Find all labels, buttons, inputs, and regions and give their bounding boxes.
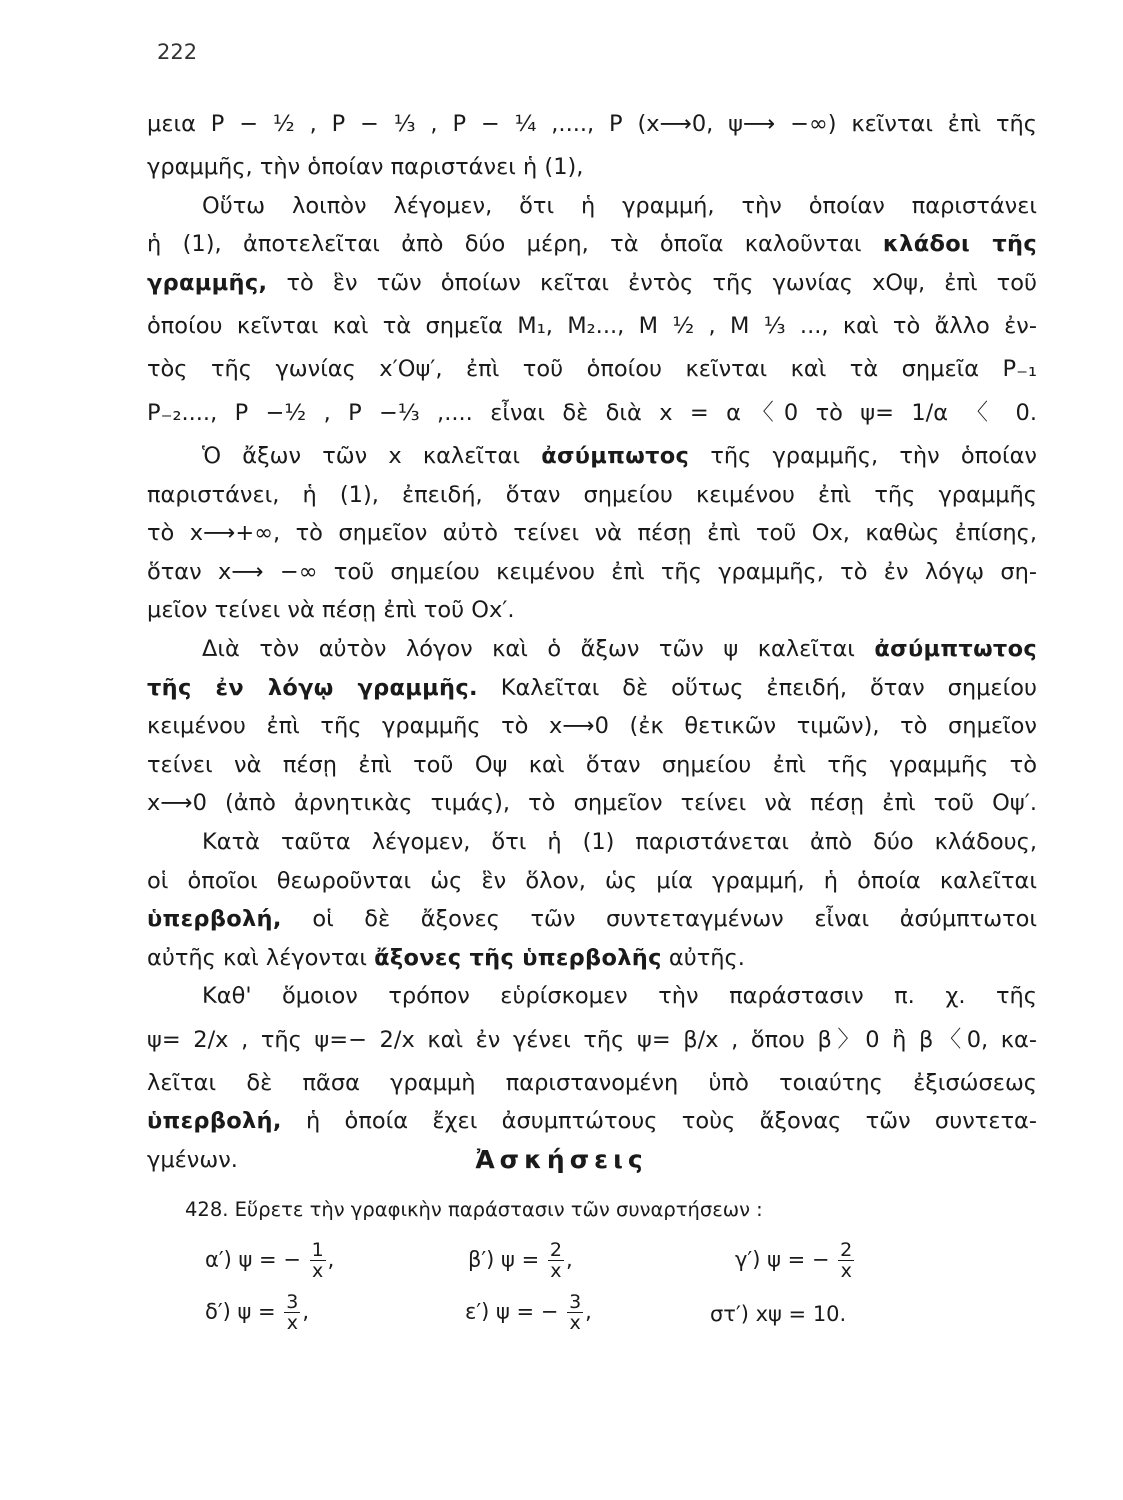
text-line: κειμένου ἐπὶ τῆς γραμμῆς τὸ x⟶0 (ἐκ θετικῶν τιμῶν), τὸ σημεῖον bbox=[147, 713, 1037, 740]
page-number: 222 bbox=[157, 40, 198, 64]
text-line: μεῖον τείνει νὰ πέσῃ ἐπὶ τοῦ Οx′. bbox=[147, 597, 515, 624]
text-line: ὑπερβολή, ἡ ὁποία ἔχει ἀσυμπτώτους τοὺς ἄξονας τῶν συντετα- bbox=[147, 1108, 1037, 1135]
fraction: $\frac{1}{x}$ bbox=[311, 1239, 324, 1282]
exercise-intro: 428. Εὕρετε τὴν γραφικὴν παράστασιν τῶν συναρτήσεων : bbox=[185, 1198, 763, 1221]
exercise-item: ε′) ψ = − $\frac{3}{x}$ , bbox=[465, 1291, 592, 1334]
fraction: $\frac{3}{x}$ bbox=[569, 1291, 582, 1334]
text-line: ὑπερβολή, οἱ δὲ ἄξονες τῶν συντεταγμένων εἶναι ἀσύμπτωτοι bbox=[147, 906, 1037, 933]
text-line: Διὰ τὸν αὐτὸν λόγον καὶ ὁ ἄξων τῶν ψ καλεῖται ἀσύμπτωτος bbox=[202, 635, 1037, 662]
text-line: ψ= 2/x , τῆς ψ=− 2/x καὶ ἐν γένει τῆς ψ= β/x , ὅπου β〉0 ἢ β〈0, κα- bbox=[147, 1026, 1037, 1053]
text-line: x⟶0 (ἀπὸ ἀρνητικὰς τιμάς), τὸ σημεῖον τείνει νὰ πέσῃ ἐπὶ τοῦ Οψ′. bbox=[147, 790, 1037, 817]
text-line: παριστάνει, ἡ (1), ἐπειδή, ὅταν σημείου κειμένου ἐπὶ τῆς γραμμῆς bbox=[147, 481, 1037, 508]
text-line: αὐτῆς καὶ λέγονται ἄξονες τῆς ὑπερβολῆς αὐτῆς. bbox=[147, 944, 745, 971]
exercises-heading: Ἀσκήσεις bbox=[475, 1145, 648, 1174]
term-bold: ὑπερβολή, bbox=[147, 906, 282, 933]
term-bold: τῆς ἐν λόγῳ γραμμῆς. bbox=[147, 674, 478, 701]
fraction: $\frac{2}{x}$ bbox=[549, 1239, 562, 1282]
text-line: Κατὰ ταῦτα λέγομεν, ὅτι ἡ (1) παριστάνεται ἀπὸ δύο κλάδους, bbox=[202, 828, 1037, 855]
term-bold: ἄξονες τῆς ὑπερβολῆς bbox=[374, 944, 662, 971]
text-line: γραμμῆς, τὴν ὁποίαν παριστάνει ἡ (1), bbox=[147, 154, 584, 180]
text-line: Ὁ ἄξων τῶν x καλεῖται ἀσύμπωτος τῆς γραμμῆς, τὴν ὁποίαν bbox=[202, 442, 1037, 469]
exercise-item: β′) ψ = $\frac{2}{x}$ , bbox=[468, 1239, 573, 1282]
text-line: γραμμῆς, τὸ ἓν τῶν ὁποίων κεῖται ἐντὸς τῆς γωνίας xΟψ, ἐπὶ τοῦ bbox=[147, 269, 1037, 296]
text-line: τείνει νὰ πέσῃ ἐπὶ τοῦ Οψ καὶ ὅταν σημείου ἐπὶ τῆς γραμμῆς τὸ bbox=[147, 751, 1037, 778]
term-bold: γραμμῆς, bbox=[147, 269, 268, 296]
exercise-item: γ′) ψ = − $\frac{2}{x}$ bbox=[735, 1239, 853, 1282]
body-text bbox=[147, 100, 1037, 1180]
text-line: τὸ x⟶+∞, τὸ σημεῖον αὐτὸ τείνει νὰ πέσῃ ἐπὶ τοῦ Οx, καθὼς ἐπίσης, bbox=[147, 520, 1037, 547]
term-bold: ὑπερβολή, bbox=[147, 1108, 282, 1135]
text-line: γμένων. bbox=[147, 1147, 238, 1174]
text-line: Καθ' ὅμοιον τρόπον εὑρίσκομεν τὴν παράστασιν π. χ. τῆς bbox=[202, 983, 1037, 1010]
text-line: τὸς τῆς γωνίας x′Οψ′, ἐπὶ τοῦ ὁποίου κεῖνται καὶ τὰ σημεῖα P₋₁ bbox=[147, 356, 1037, 383]
exercise-item: α′) ψ = − $\frac{1}{x}$ , bbox=[205, 1239, 335, 1282]
term-bold: κλάδοι τῆς bbox=[882, 231, 1037, 258]
text-line: ὅταν x⟶ −∞ τοῦ σημείου κειμένου ἐπὶ τῆς γραμμῆς, τὸ ἐν λόγῳ ση- bbox=[147, 558, 1037, 585]
exercise-item: δ′) ψ = $\frac{3}{x}$ , bbox=[205, 1291, 310, 1334]
fraction: $\frac{3}{x}$ bbox=[286, 1291, 299, 1334]
text-line: P₋₂...., P −½ , P −⅓ ,.... εἶναι δὲ διὰ x = α〈0 τὸ ψ= 1/α 〈 0. bbox=[147, 399, 1037, 426]
text-line: λεῖται δὲ πᾶσα γραμμὴ παριστανομένη ὑπὸ τοιαύτης ἐξισώσεως bbox=[147, 1069, 1037, 1096]
text-line: μεια P − ½ , P − ⅓ , P − ¼ ,...., P (x⟶0, ψ⟶ −∞) κεῖνται ἐπὶ τῆς bbox=[147, 111, 1037, 137]
text-line: ὁποίου κεῖνται καὶ τὰ σημεῖα M₁, M₂..., M ½ , M ⅓ ..., καὶ τὸ ἄλλο ἐν- bbox=[147, 313, 1037, 340]
exercise-item: στ′) xψ = 10. bbox=[710, 1302, 847, 1326]
term-bold: ἀσύμπωτος bbox=[541, 442, 690, 469]
text-line: ἡ (1), ἀποτελεῖται ἀπὸ δύο μέρη, τὰ ὁποῖα καλοῦνται κλάδοι τῆς bbox=[147, 231, 1037, 258]
fraction: $\frac{2}{x}$ bbox=[840, 1239, 853, 1282]
text-line: οἱ ὁποῖοι θεωροῦνται ὡς ἓν ὅλον, ὡς μία γραμμή, ἡ ὁποία καλεῖται bbox=[147, 867, 1037, 894]
term-bold: ἀσύμπτωτος bbox=[874, 635, 1037, 662]
text-line: τῆς ἐν λόγῳ γραμμῆς. Καλεῖται δὲ οὕτως ἐπειδή, ὅταν σημείου bbox=[147, 674, 1037, 701]
text-line: Οὕτω λοιπὸν λέγομεν, ὅτι ἡ γραμμή, τὴν ὁποίαν παριστάνει bbox=[202, 192, 1037, 219]
